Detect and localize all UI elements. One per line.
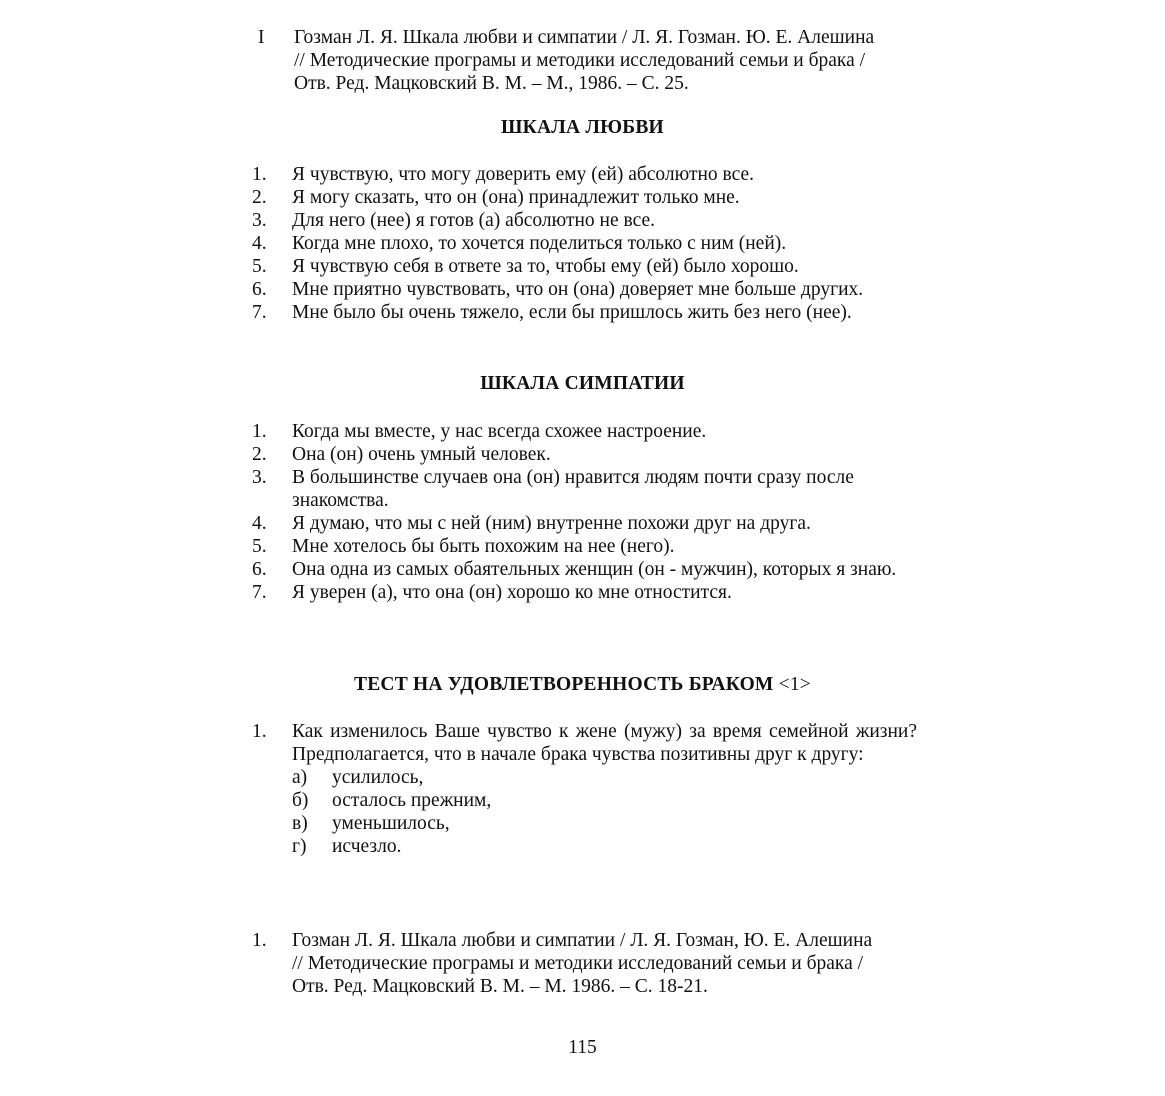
list-item: 4. Я думаю, что мы с ней (ним) внутренне похожи друг на друга. <box>252 513 811 534</box>
top-footnote-line: Гозман Л. Я. Шкала любви и симпатии / Л. Я. Гозман. Ю. Е. Алешина <box>294 27 875 48</box>
answer-option: а) усилилось, <box>292 767 424 788</box>
list-item: 7. Я уверен (а), что она (он) хорошо ко мне отностится. <box>252 582 732 603</box>
page-number: 115 <box>568 1037 597 1058</box>
top-footnote-line: // Методические програмы и методики исследований семьи и брака / <box>294 50 866 71</box>
answer-options <box>292 766 917 858</box>
list-item: 4. Когда мне плохо, то хочется поделиться только с ним (ней). <box>252 233 787 254</box>
answer-option: б) осталось прежним, <box>292 790 492 811</box>
list-item: 3. В большинстве случаев она (он) нравится людям почти сразу после знакомства. <box>252 467 854 511</box>
list-item: 2. Я могу сказать, что он (она) принадлежит только мне. <box>252 187 740 208</box>
question-item: 1. Как изменилось Ваше чувство к жене (мужу) за время семейной жизни? Предполагается, что в начале брака чувства позитивны друг к другу: а) усилилось, б) осталось прежним, в) уменьшилось, г) исчезло. <box>252 721 917 857</box>
question-text: Как изменилось Ваше чувство к жене (мужу) за время семейной жизни? Предполагается, что в начале брака чувства позитивны друг к другу: <box>292 721 917 765</box>
top-footnote-line: Отв. Ред. Мацковский В. М. – М., 1986. – С. 25. <box>294 73 689 94</box>
love-scale-list <box>252 163 917 324</box>
top-footnote <box>258 26 918 95</box>
bottom-footnote-line: // Методические програмы и методики исследований семьи и брака / <box>292 953 864 974</box>
bottom-footnote-line: Гозман Л. Я. Шкала любви и симпатии / Л. Я. Гозман, Ю. Е. Алешина <box>292 930 873 951</box>
bottom-footnote-number: 1. <box>252 930 267 951</box>
bottom-footnote <box>252 929 912 998</box>
sympathy-scale-title: ШКАЛА СИМПАТИИ <box>480 373 685 394</box>
list-item: 1. Когда мы вместе, у нас всегда схожее настроение. <box>252 421 707 442</box>
list-item: 5. Мне хотелось бы быть похожим на нее (него). <box>252 536 675 557</box>
answer-option: в) уменьшилось, <box>292 813 450 834</box>
list-item: 7. Мне было бы очень тяжело, если бы пришлось жить без него (нее). <box>252 302 852 323</box>
sympathy-scale-list <box>252 420 917 604</box>
top-footnote-number: I <box>258 27 265 48</box>
list-item: 6. Она одна из самых обаятельных женщин (он - мужчин), которых я знаю. <box>252 559 897 580</box>
love-scale-title: ШКАЛА ЛЮБВИ <box>501 117 664 138</box>
list-item: 1. Я чувствую, что могу доверить ему (ей) абсолютно все. <box>252 164 755 185</box>
list-item: 2. Она (он) очень умный человек. <box>252 444 551 465</box>
footnote-ref: <1> <box>778 674 811 695</box>
marriage-test-list <box>252 720 917 858</box>
answer-option: г) исчезло. <box>292 836 402 857</box>
list-item: 6. Мне приятно чувствовать, что он (она) доверяет мне больше других. <box>252 279 864 300</box>
bottom-footnote-line: Отв. Ред. Мацковский В. М. – М. 1986. – С. 18-21. <box>292 976 708 997</box>
list-item: 3. Для него (нее) я готов (а) абсолютно не все. <box>252 210 656 231</box>
marriage-test-title: ТЕСТ НА УДОВЛЕТВОРЕННОСТЬ БРАКОМ <1> <box>354 674 811 695</box>
list-item: 5. Я чувствую себя в ответе за то, чтобы ему (ей) было хорошо. <box>252 256 799 277</box>
